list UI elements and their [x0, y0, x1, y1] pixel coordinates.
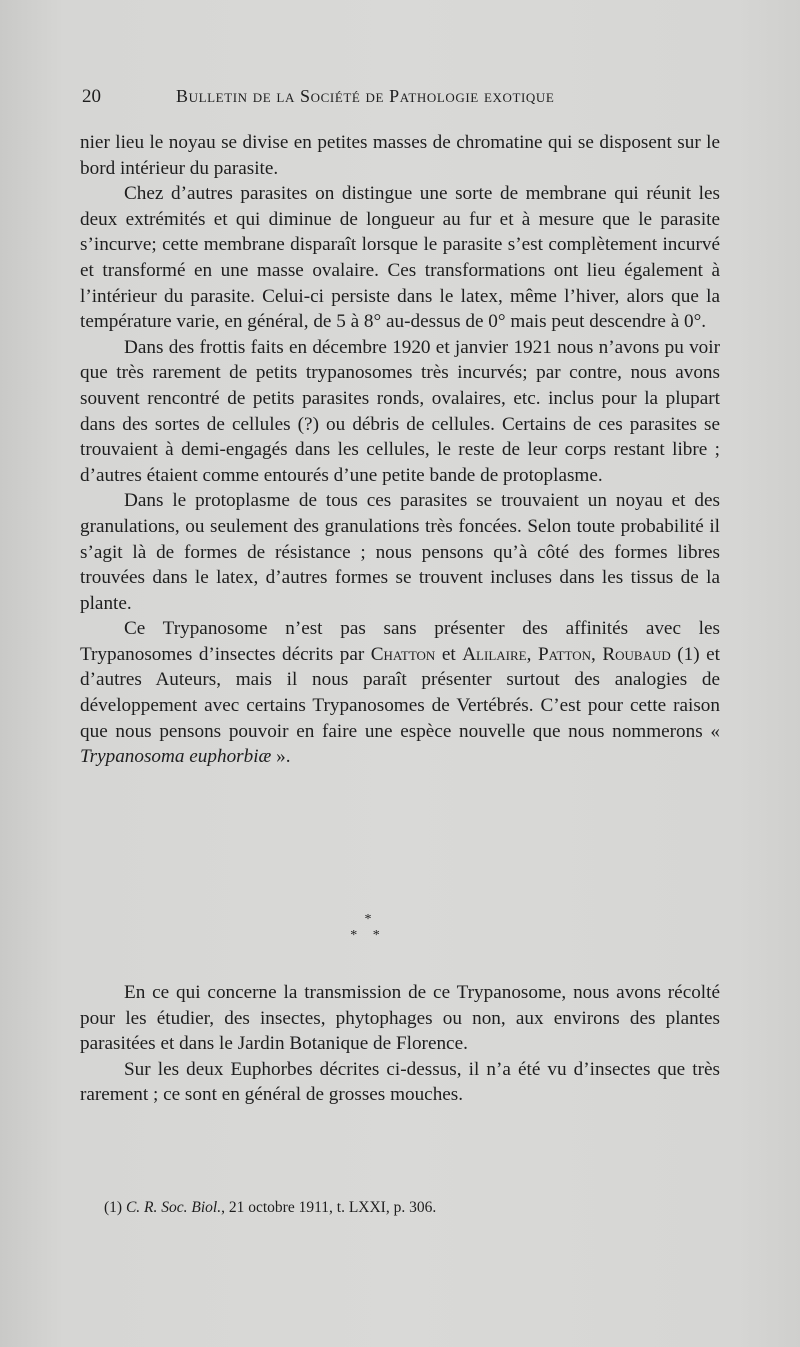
body-text [80, 130, 720, 770]
asterism-top: * [364, 912, 372, 927]
author-roubaud: Roubaud [602, 643, 671, 665]
page-number: 20 [82, 86, 101, 107]
section-asterism [340, 912, 430, 952]
paragraph-2: Chez d’autres parasites on distingue une sorte de membrane qui réunit les deux extrémités et qui diminue de longueur au fur et à mesure que le parasite s’incurve; cette membrane disparaît lorsque le parasite s’est complètement incurvé et transformé en une masse ovalaire. Ces transformations ont lieu également à l’intérieur du parasite. Celui-ci persiste dans le latex, même l’hiver, alors que la température varie, en général, de 5 à 8° au-dessus de 0° mais peut descendre à 0°. [80, 183, 720, 333]
section-transmission [80, 980, 720, 1108]
paragraph-6: En ce qui concerne la transmission de ce Trypanosome, nous avons récolté pour les étudier, des insectes, phytophages ou non, aux environs des plantes parasitées et dans le Jardin Botanique de Florence. [80, 982, 720, 1055]
author-alilaire: Alilaire [462, 643, 527, 665]
running-title: Bulletin de la Société de Pathologie exotique [176, 86, 555, 106]
page-header [82, 86, 722, 116]
footnote-marker: (1) [104, 1199, 126, 1216]
footnote-source: C. R. Soc. Biol. [125, 1199, 222, 1216]
asterism-bottom: * * [350, 928, 386, 943]
species-name: Trypanosoma euphorbiæ [80, 746, 272, 768]
paragraph-1: nier lieu le noyau se divise en petites masses de chromatine qui se disposent sur le bord intérieur du parasite. [80, 132, 720, 179]
author-chatton: Chatton [370, 643, 436, 665]
paragraph-5-text: ». [271, 746, 291, 768]
footnote-citation: , 21 octobre 1911, t. LXXI, p. 306. [221, 1199, 437, 1216]
paragraph-5-text: , [590, 643, 603, 665]
paragraph-7: Sur les deux Euphorbes décrites ci-dessus, il n’a été vu d’insectes que très rarement ; ce sont en général de grosses mouches. [80, 1058, 720, 1106]
paragraph-5-text: Ce Trypanosome n’est pas sans présenter des affinités avec les Trypanosomes d’insectes décrits par [80, 618, 720, 665]
paragraph-3: Dans des frottis faits en décembre 1920 et janvier 1921 nous n’avons pu voir que très rarement de petits trypanosomes très incurvés; par contre, nous avons souvent rencontré de petits parasites ronds, ovalaires, etc. inclus pour la plupart dans des sortes de cellules (?) ou débris de cellules. Certains de ces parasites se trouvaient à demi-engagés dans les cellules, le reste de leur corps restant libre ; d’autres étaient comme entourés d’une petite bande de protoplasme. [80, 336, 720, 486]
paragraph-5-text: , [526, 643, 538, 665]
paragraph-5 [80, 616, 720, 770]
author-patton: Patton [537, 643, 591, 665]
paragraph-4: Dans le protoplasme de tous ces parasites se trouvaient un noyau et des granulations, ou seulement des granulations très foncées. Selon toute probabilité il s’agit là de formes de résistance ; nous pensons qu’à côté des formes libres trouvées dans le latex, d’autres formes se trouvent incluses dans les tissus de la plante. [80, 490, 720, 614]
footnote [104, 1198, 704, 1218]
paragraph-5-text: (1) et d’autres Auteurs, mais il nous paraît présenter surtout des analogies de développement avec certains Trypanosomes de Vertébrés. C’est pour cette raison que nous pensons pouvoir en faire une espèce nouvelle que nous nommerons « [80, 643, 720, 742]
paragraph-5-text: et [435, 643, 463, 665]
